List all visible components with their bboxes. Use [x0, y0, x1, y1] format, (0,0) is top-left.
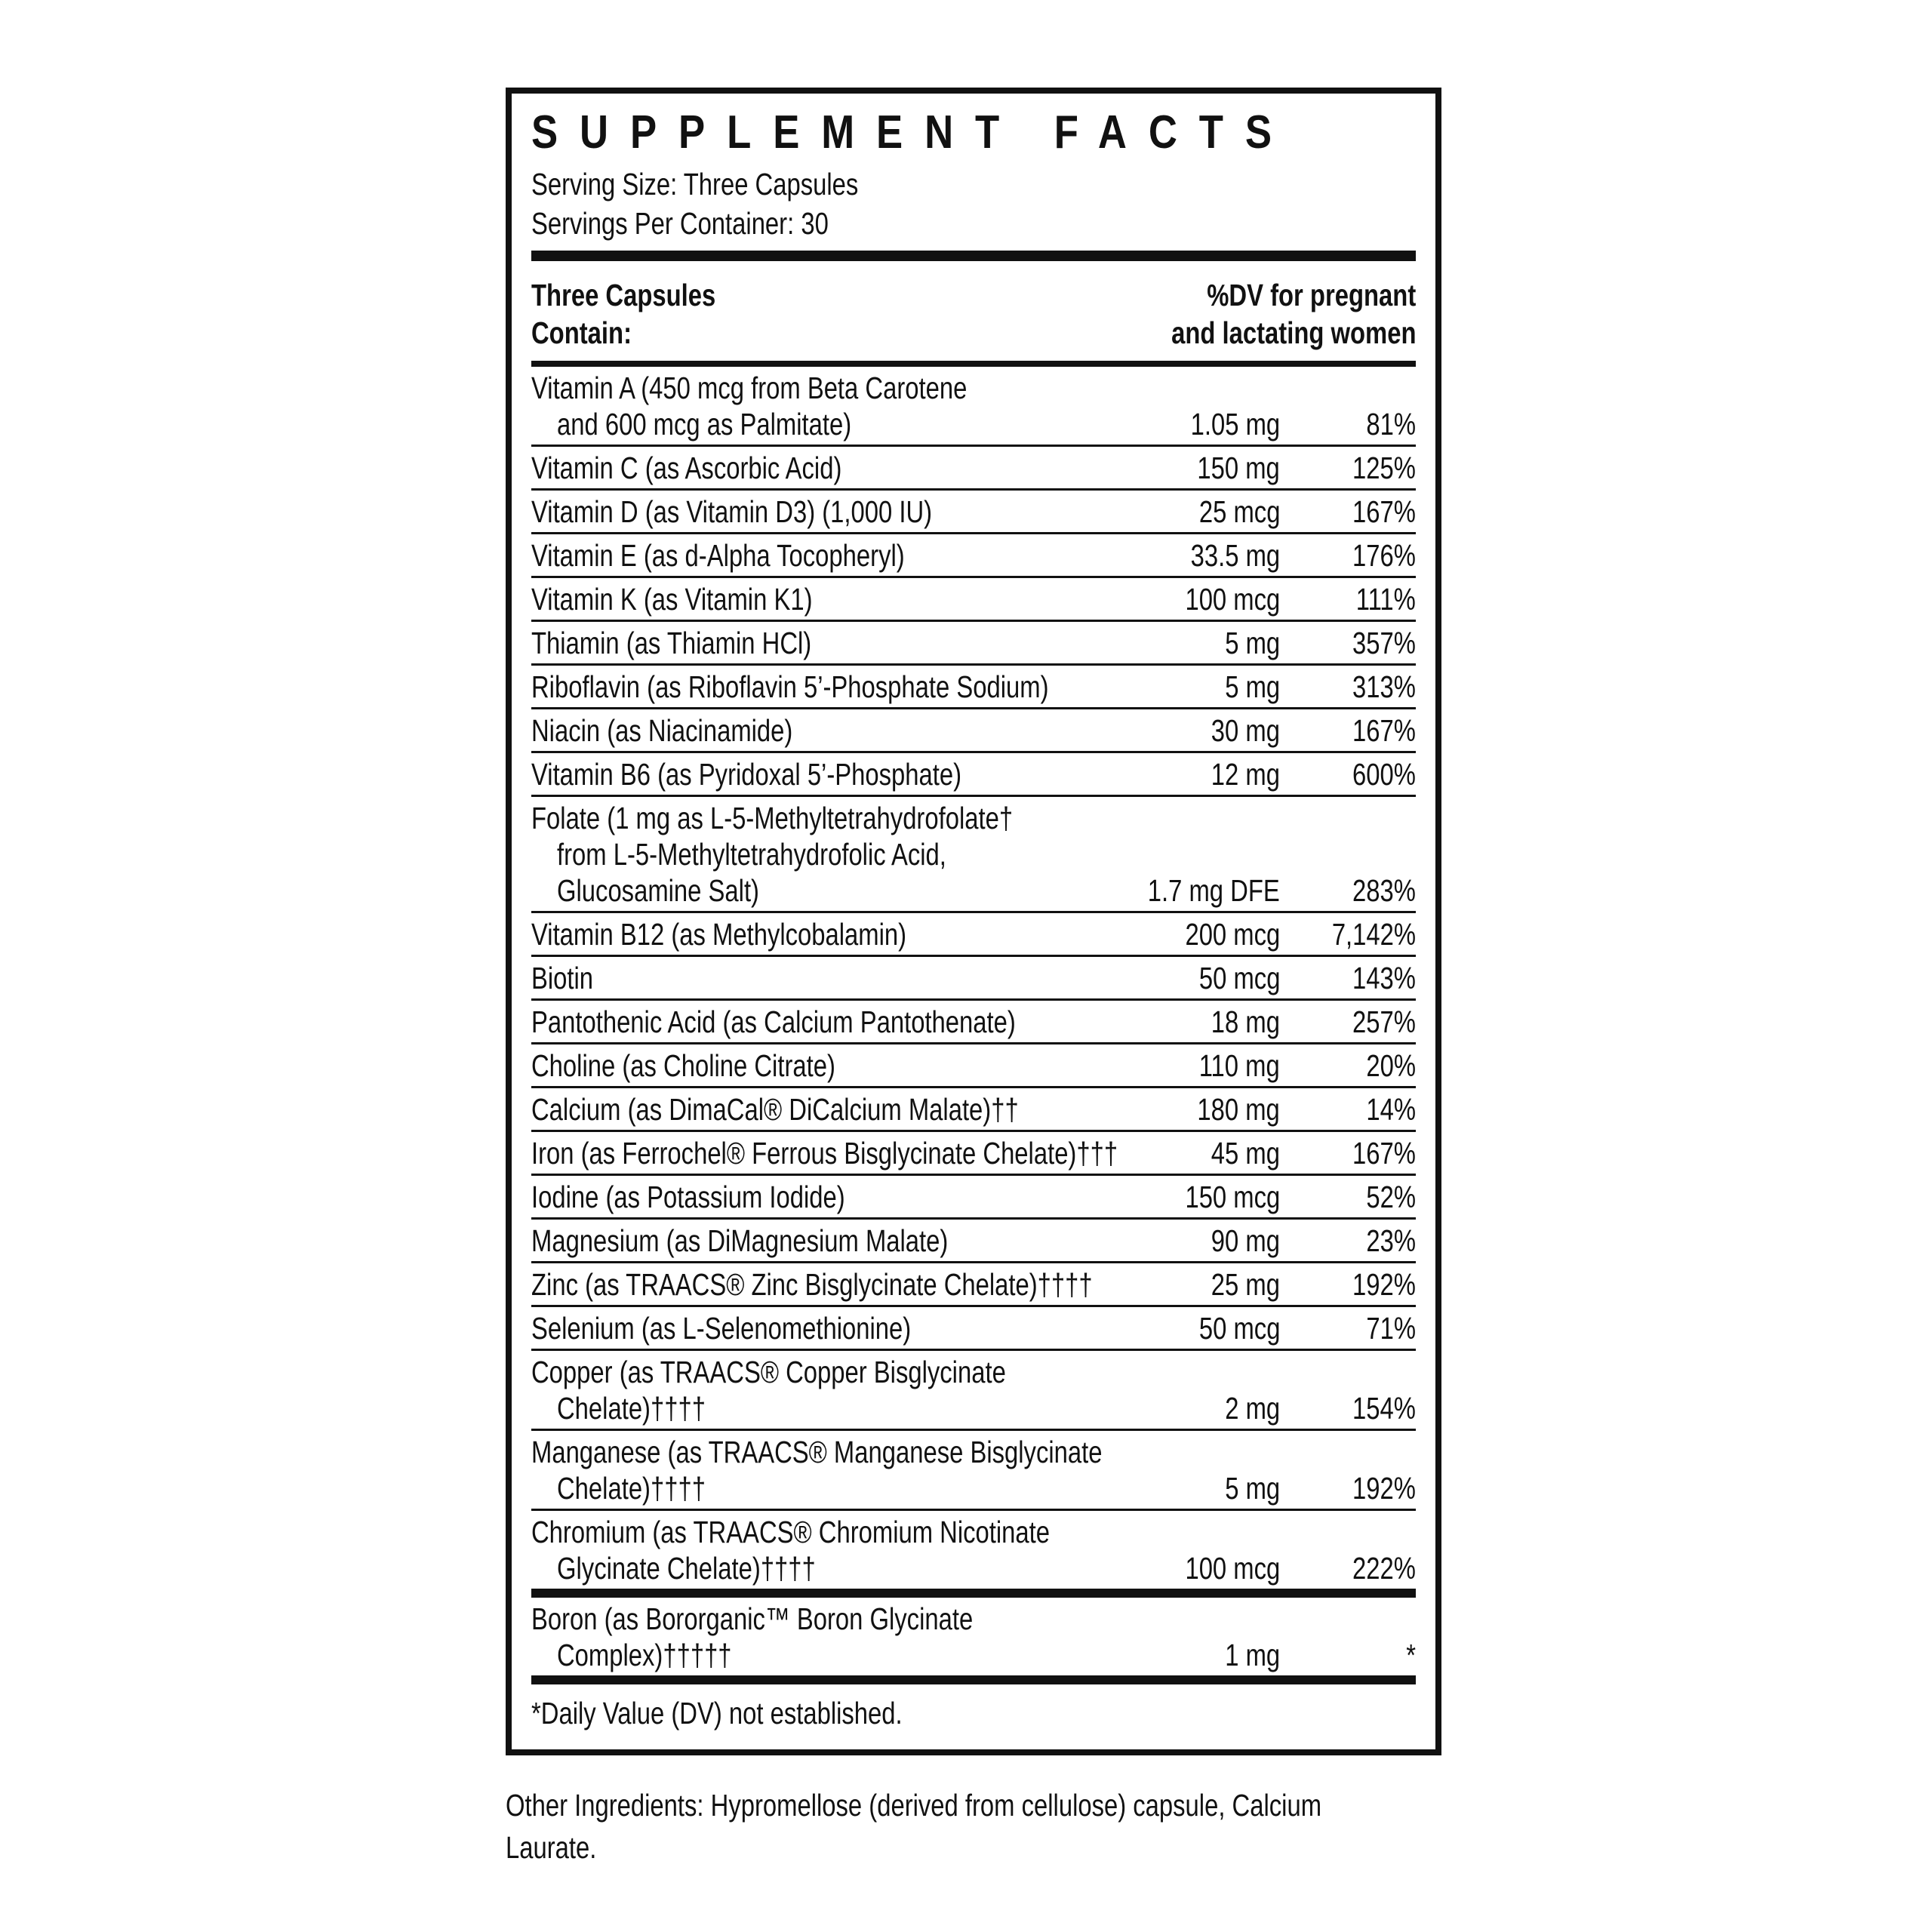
thick-divider-top — [531, 251, 1416, 261]
nutrient-name-line — [531, 1004, 1099, 1040]
nutrient-dv-text: 167% — [1352, 713, 1416, 748]
nutrient-amount-text: 5 mg — [1225, 669, 1280, 704]
nutrient-name-text: Vitamin A (450 mcg from Beta Carotene — [531, 371, 968, 405]
table-header-right-line — [1110, 314, 1417, 352]
nutrient-name-line — [531, 1091, 1099, 1128]
nutrient-name-line — [531, 625, 1099, 661]
nutrient-name — [531, 1091, 1099, 1128]
table-header-left — [531, 276, 761, 352]
nutrient-name-line — [531, 370, 1099, 406]
nutrient-amount — [1099, 1470, 1280, 1506]
nutrient-amount — [1099, 406, 1280, 442]
nutrient-name-text: Boron (as Bororganic™ Boron Glycinate — [531, 1601, 974, 1636]
nutrient-name — [531, 450, 1099, 486]
nutrient-dv-text: 222% — [1352, 1551, 1416, 1586]
nutrient-name-line — [531, 1135, 1118, 1171]
nutrient-name-text: from L-5-Methyltetrahydrofolic Acid, — [557, 837, 946, 872]
nutrient-amount-text: 33.5 mg — [1190, 538, 1280, 573]
servings-per-container-text: Servings Per Container: 30 — [531, 206, 829, 241]
daily-value-footnote-text: *Daily Value (DV) not established. — [531, 1696, 903, 1730]
nutrient-name-line — [531, 1266, 1099, 1303]
nutrient-name-line — [531, 872, 1099, 909]
nutrient-name — [531, 1223, 1099, 1259]
nutrient-dv — [1280, 756, 1416, 792]
nutrient-name-line — [531, 450, 1099, 486]
table-row — [531, 1130, 1416, 1174]
nutrient-amount — [1099, 581, 1280, 617]
nutrient-dv-text: 7,142% — [1331, 917, 1416, 952]
nutrient-amount — [1099, 1310, 1280, 1346]
nutrient-name-text: Chromium (as TRAACS® Chromium Nicotinate — [531, 1515, 1051, 1549]
table-row — [531, 367, 1416, 445]
serving-size-text: Serving Size: Three Capsules — [531, 167, 859, 202]
nutrient-name — [531, 1004, 1099, 1040]
nutrient-dv-text: 20% — [1366, 1048, 1416, 1083]
table-row — [531, 998, 1416, 1042]
nutrient-dv — [1280, 494, 1416, 530]
nutrient-name-text: Folate (1 mg as L-5-Methyltetrahydrofolate† — [531, 801, 1014, 835]
nutrient-name — [531, 494, 1099, 530]
table-row — [531, 488, 1416, 532]
nutrient-name — [531, 1434, 1103, 1506]
other-ingredients — [506, 1784, 1441, 1869]
nutrient-name-text: Vitamin C (as Ascorbic Acid) — [531, 451, 842, 485]
nutrient-amount-text: 110 mg — [1199, 1048, 1280, 1083]
nutrient-name — [531, 756, 1099, 792]
table-row — [531, 1429, 1416, 1509]
nutrient-name-text: Riboflavin (as Riboflavin 5’-Phosphate Sodium) — [531, 669, 1049, 704]
nutrient-name-text: Vitamin D (as Vitamin D3) (1,000 IU) — [531, 494, 933, 529]
nutrient-amount-text: 1.05 mg — [1190, 407, 1280, 441]
nutrient-amount-text: 150 mg — [1197, 451, 1280, 485]
nutrient-name-line — [531, 1390, 1099, 1426]
nutrient-dv-text: 192% — [1352, 1471, 1416, 1506]
nutrient-dv — [1280, 872, 1416, 909]
nutrient-name — [531, 370, 1099, 442]
nutrient-dv — [1280, 1470, 1416, 1506]
nutrient-name — [531, 1601, 1099, 1673]
nutrient-amount-text: 5 mg — [1225, 626, 1280, 660]
nutrient-dv — [1280, 1048, 1416, 1084]
nutrient-amount-text: 100 mcg — [1185, 582, 1280, 617]
nutrient-name — [531, 1354, 1099, 1426]
nutrient-amount-text: 1.7 mg DFE — [1148, 873, 1280, 908]
nutrient-name-line — [531, 406, 1099, 442]
nutrient-dv-text: * — [1406, 1638, 1416, 1672]
nutrient-dv — [1280, 406, 1416, 442]
nutrient-name-line — [531, 1048, 1099, 1084]
nutrient-dv-text: 14% — [1366, 1092, 1416, 1127]
nutrient-amount-text: 5 mg — [1225, 1471, 1280, 1506]
nutrient-amount-text: 50 mcg — [1198, 1311, 1280, 1346]
nutrient-name-text: Vitamin B12 (as Methylcobalamin) — [531, 917, 907, 952]
nutrient-name-text: Iron (as Ferrochel® Ferrous Bisglycinate Chelate)††† — [531, 1136, 1118, 1171]
table-row — [531, 1305, 1416, 1349]
nutrient-dv — [1280, 1223, 1416, 1259]
table-header-left-line — [531, 314, 761, 352]
nutrient-amount-text: 90 mg — [1211, 1223, 1280, 1258]
table-row — [531, 1042, 1416, 1086]
nutrient-amount — [1099, 1390, 1280, 1426]
nutrient-amount — [1099, 916, 1280, 952]
nutrient-amount-text: 25 mg — [1211, 1267, 1280, 1302]
table-row — [531, 1589, 1416, 1675]
nutrient-name-text: Choline (as Choline Citrate) — [531, 1048, 835, 1083]
nutrient-amount — [1099, 1637, 1280, 1673]
supplement-facts-title — [531, 104, 1416, 162]
nutrient-dv — [1280, 916, 1416, 952]
nutrient-dv-text: 23% — [1366, 1223, 1416, 1258]
nutrient-name-line — [531, 494, 1099, 530]
nutrient-name-text: Glucosamine Salt) — [557, 873, 759, 908]
nutrient-dv-text: 125% — [1352, 451, 1416, 485]
nutrient-name-line — [531, 1179, 1099, 1215]
nutrient-name-text: Manganese (as TRAACS® Manganese Bisglycinate — [531, 1435, 1103, 1469]
table-row — [531, 1349, 1416, 1429]
nutrient-name — [531, 581, 1099, 617]
nutrient-name-line — [531, 1434, 1103, 1470]
nutrient-name — [531, 1135, 1118, 1171]
table-header-right-line — [1110, 276, 1417, 314]
table-row — [531, 955, 1416, 998]
table-row — [531, 1086, 1416, 1130]
header-left-text-2: Contain: — [531, 315, 632, 350]
nutrient-name-text: Magnesium (as DiMagnesium Malate) — [531, 1223, 949, 1258]
nutrient-amount-text: 1 mg — [1225, 1638, 1280, 1672]
nutrient-name-line — [531, 1550, 1099, 1586]
nutrient-dv-text: 167% — [1352, 1136, 1416, 1171]
nutrient-name-line — [531, 800, 1099, 836]
nutrient-amount-text: 18 mg — [1211, 1004, 1280, 1039]
nutrient-dv-text: 154% — [1352, 1391, 1416, 1426]
nutrient-amount — [1099, 1048, 1280, 1084]
nutrient-name-text: Vitamin B6 (as Pyridoxal 5’-Phosphate) — [531, 757, 962, 792]
nutrient-amount — [1099, 756, 1280, 792]
nutrient-name-line — [531, 1354, 1099, 1390]
nutrient-dv — [1280, 1179, 1416, 1215]
nutrient-dv-text: 81% — [1366, 407, 1416, 441]
nutrient-dv-text: 71% — [1366, 1311, 1416, 1346]
table-row — [531, 1261, 1416, 1305]
nutrient-dv — [1280, 1637, 1416, 1673]
nutrient-rows — [531, 367, 1416, 1675]
nutrient-name-text: Copper (as TRAACS® Copper Bisglycinate — [531, 1355, 1006, 1389]
nutrient-name — [531, 1266, 1099, 1303]
nutrient-name — [531, 1310, 1099, 1346]
nutrient-dv — [1280, 1390, 1416, 1426]
nutrient-dv — [1280, 1310, 1416, 1346]
table-row — [531, 445, 1416, 488]
nutrient-amount — [1099, 1223, 1280, 1259]
table-header-right — [1110, 276, 1417, 352]
nutrient-amount-text: 100 mcg — [1185, 1551, 1280, 1586]
nutrient-amount-text: 2 mg — [1225, 1391, 1280, 1426]
nutrient-dv — [1280, 537, 1416, 574]
nutrient-name-line — [531, 1470, 1099, 1506]
nutrient-name — [531, 800, 1099, 909]
table-row — [531, 576, 1416, 620]
nutrient-amount — [1099, 1179, 1280, 1215]
table-row — [531, 532, 1416, 576]
table-row — [531, 620, 1416, 663]
table-row — [531, 1174, 1416, 1217]
nutrient-dv — [1280, 581, 1416, 617]
table-row — [531, 663, 1416, 707]
supplement-facts-title-text: SUPPLEMENT FACTS — [531, 106, 1294, 158]
nutrient-dv — [1280, 1266, 1416, 1303]
nutrient-name-text: and 600 mcg as Palmitate) — [557, 407, 852, 441]
nutrient-dv — [1280, 1004, 1416, 1040]
table-row — [531, 1217, 1416, 1261]
nutrient-dv-text: 52% — [1366, 1180, 1416, 1214]
nutrient-name-line — [531, 1223, 1099, 1259]
nutrient-dv — [1280, 712, 1416, 749]
nutrient-dv-text: 283% — [1352, 873, 1416, 908]
nutrient-name — [531, 537, 1099, 574]
nutrient-name — [531, 669, 1099, 705]
nutrient-name-line — [531, 1637, 1099, 1673]
nutrient-name-text: Chelate)†††† — [557, 1471, 706, 1506]
table-row — [531, 795, 1416, 911]
nutrient-amount — [1099, 712, 1280, 749]
nutrient-name-text: Biotin — [531, 961, 594, 995]
nutrient-amount — [1099, 1266, 1280, 1303]
nutrient-name-line — [531, 1514, 1099, 1550]
nutrient-name-line — [531, 756, 1099, 792]
label-column — [506, 88, 1441, 1869]
nutrient-name-line — [531, 1601, 1099, 1637]
nutrient-amount-text: 12 mg — [1211, 757, 1280, 792]
nutrient-amount — [1099, 1550, 1280, 1586]
nutrient-dv-text: 192% — [1352, 1267, 1416, 1302]
nutrient-name-text: Niacin (as Niacinamide) — [531, 713, 793, 748]
nutrient-name-text: Zinc (as TRAACS® Zinc Bisglycinate Chelate)†††† — [531, 1267, 1093, 1302]
nutrient-amount-text: 30 mg — [1211, 713, 1280, 748]
nutrient-name-text: Vitamin K (as Vitamin K1) — [531, 582, 813, 617]
nutrient-dv-text: 111% — [1355, 582, 1416, 617]
servings-per-container-line — [531, 204, 1416, 243]
nutrient-amount — [1099, 537, 1280, 574]
nutrient-name — [531, 960, 1099, 996]
nutrient-dv — [1280, 1091, 1416, 1128]
nutrient-dv-text: 313% — [1352, 669, 1416, 704]
nutrient-amount-text: 200 mcg — [1185, 917, 1280, 952]
nutrient-name-line — [531, 1310, 1099, 1346]
nutrient-dv-text: 176% — [1352, 538, 1416, 573]
nutrient-name-line — [531, 836, 1099, 872]
nutrient-amount — [1099, 450, 1280, 486]
table-header — [531, 261, 1416, 367]
nutrient-name — [531, 1179, 1099, 1215]
nutrient-name-line — [531, 916, 1099, 952]
daily-value-footnote — [531, 1675, 1416, 1736]
nutrient-name-text: Pantothenic Acid (as Calcium Pantothenate) — [531, 1004, 1016, 1039]
nutrient-name — [531, 625, 1099, 661]
table-row — [531, 751, 1416, 795]
serving-size-line — [531, 165, 1416, 204]
nutrient-name-text: Glycinate Chelate)†††† — [557, 1551, 816, 1586]
nutrient-name — [531, 1048, 1099, 1084]
other-ingredients-text: Other Ingredients: Hypromellose (derived from cellulose) capsule, Calcium Laurate. — [506, 1788, 1322, 1865]
table-row — [531, 911, 1416, 955]
header-right-text-2: and lactating women — [1171, 315, 1416, 350]
nutrient-name — [531, 916, 1099, 952]
nutrient-name-text: Thiamin (as Thiamin HCl) — [531, 626, 812, 660]
nutrient-name-line — [531, 712, 1099, 749]
nutrient-dv-text: 257% — [1352, 1004, 1416, 1039]
nutrient-name — [531, 1514, 1099, 1586]
nutrient-amount — [1099, 872, 1280, 909]
nutrient-name-line — [531, 537, 1099, 574]
nutrient-amount — [1099, 669, 1280, 705]
nutrient-amount — [1099, 1091, 1280, 1128]
nutrient-name-text: Iodine (as Potassium Iodide) — [531, 1180, 845, 1214]
nutrient-name-text: Calcium (as DimaCal® DiCalcium Malate)†† — [531, 1092, 1019, 1127]
nutrient-amount-text: 45 mg — [1211, 1136, 1280, 1171]
nutrient-name-text: Selenium (as L-Selenomethionine) — [531, 1311, 912, 1346]
nutrient-name-text: Chelate)†††† — [557, 1391, 706, 1426]
nutrient-dv-text: 600% — [1352, 757, 1416, 792]
nutrient-name — [531, 712, 1099, 749]
nutrient-dv-text: 357% — [1352, 626, 1416, 660]
table-header-left-line — [531, 276, 761, 314]
nutrient-dv — [1280, 1550, 1416, 1586]
nutrient-amount-text: 150 mcg — [1185, 1180, 1280, 1214]
nutrient-name-line — [531, 669, 1099, 705]
header-right-text-1: %DV for pregnant — [1207, 278, 1416, 312]
nutrient-dv — [1280, 450, 1416, 486]
header-left-text-1: Three Capsules — [531, 278, 716, 312]
nutrient-name-text: Complex)††††† — [557, 1638, 732, 1672]
nutrient-name-line — [531, 960, 1099, 996]
nutrient-amount — [1099, 1135, 1280, 1171]
nutrient-dv — [1280, 625, 1416, 661]
nutrient-dv — [1280, 1135, 1416, 1171]
nutrient-dv-text: 167% — [1352, 494, 1416, 529]
nutrient-name-text: Vitamin E (as d-Alpha Tocopheryl) — [531, 538, 905, 573]
table-row — [531, 707, 1416, 751]
nutrient-dv-text: 143% — [1352, 961, 1416, 995]
table-row — [531, 1509, 1416, 1589]
nutrient-amount-text: 180 mg — [1197, 1092, 1280, 1127]
nutrient-name-line — [531, 581, 1099, 617]
nutrient-dv — [1280, 960, 1416, 996]
nutrient-amount-text: 25 mcg — [1198, 494, 1280, 529]
nutrient-dv — [1280, 669, 1416, 705]
nutrient-amount — [1099, 625, 1280, 661]
nutrient-amount-text: 50 mcg — [1198, 961, 1280, 995]
nutrient-amount — [1099, 960, 1280, 996]
nutrient-amount — [1099, 1004, 1280, 1040]
supplement-facts-panel — [506, 88, 1441, 1755]
nutrient-amount — [1099, 494, 1280, 530]
